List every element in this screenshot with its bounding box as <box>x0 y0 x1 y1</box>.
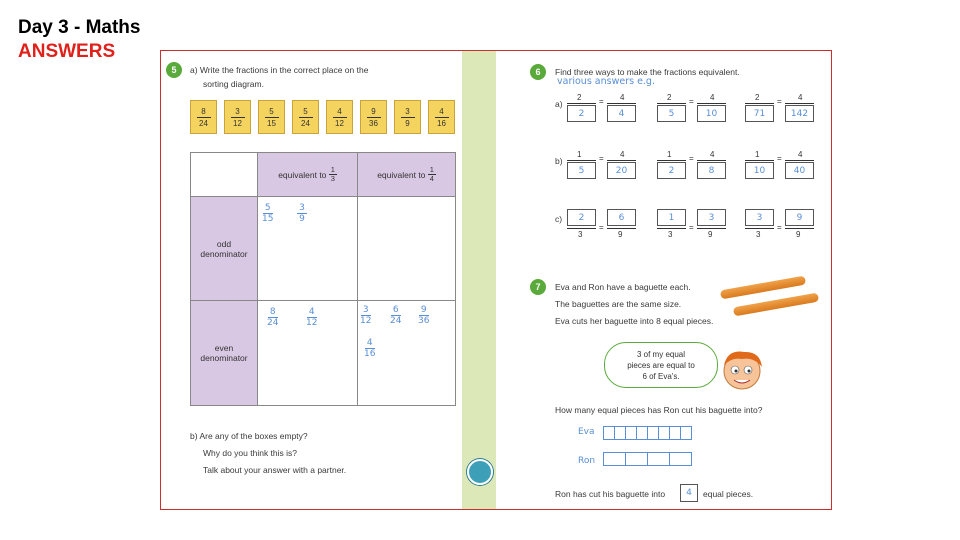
fraction-bar <box>567 103 596 104</box>
row-header-even <box>191 301 258 405</box>
answer-box: 10 <box>697 105 726 122</box>
given-denominator: 3 <box>578 230 583 239</box>
col1-label: equivalent to <box>278 169 327 180</box>
book-spine <box>462 51 496 509</box>
answer-box: 40 <box>785 162 814 179</box>
col-header-third <box>258 153 358 197</box>
answer-box: 1 <box>657 209 686 226</box>
given-denominator: 3 <box>756 230 761 239</box>
equals-sign: = <box>777 223 782 232</box>
equals-sign: = <box>599 154 604 163</box>
answer-box: 2 <box>567 105 596 122</box>
q7-answer-suffix: equal pieces. <box>703 489 754 499</box>
given-numerator: 1 <box>577 150 582 159</box>
q7-question: How many equal pieces has Ron cut his baguette into? <box>555 405 763 415</box>
q5-part-b-line1: b) Are any of the boxes empty? <box>190 431 308 441</box>
given-numerator-right: 4 <box>798 93 803 102</box>
handwritten-fraction: 5 15 <box>262 203 274 224</box>
equals-sign: = <box>777 97 782 106</box>
ron-label: Ron <box>578 456 596 466</box>
fraction-bar <box>697 160 726 161</box>
q7-answer-box: 4 <box>680 484 698 502</box>
fraction-bar <box>745 160 774 161</box>
fraction-bar <box>607 103 636 104</box>
question-6-number: 6 <box>530 64 546 80</box>
fraction-card: 3 12 <box>224 100 251 134</box>
fraction-bar <box>785 160 814 161</box>
col2-fraction: $\frac{1}{4}$ <box>429 165 434 183</box>
answer-box: 9 <box>785 209 814 226</box>
grid-corner <box>191 153 258 197</box>
row2-label-b: denominator <box>200 353 248 363</box>
q6-row-label: a) <box>555 99 563 109</box>
cell-odd-quarter <box>358 197 455 301</box>
given-numerator: 2 <box>755 93 760 102</box>
fraction-bar <box>697 228 726 229</box>
fraction-bar <box>657 160 686 161</box>
given-numerator-right: 4 <box>798 150 803 159</box>
fraction-bar <box>745 228 774 229</box>
q5-part-a-line1: a) Write the fractions in the correct place on the <box>190 65 369 75</box>
row1-label-a: odd <box>216 238 232 249</box>
given-numerator-right: 4 <box>620 93 625 102</box>
answer-box: 142 <box>785 105 814 122</box>
answer-box: 71 <box>745 105 774 122</box>
handwritten-fraction: 9 36 <box>418 305 430 326</box>
given-denominator: 9 <box>708 230 713 239</box>
fraction-card: 4 16 <box>428 100 455 134</box>
answer-box: 8 <box>697 162 726 179</box>
q6-row-label: c) <box>555 214 563 224</box>
ron-character-icon <box>718 347 768 393</box>
given-numerator: 2 <box>577 93 582 102</box>
speech-line1: 3 of my equal <box>636 349 686 359</box>
given-denominator: 9 <box>796 230 801 239</box>
speech-line3: 6 of Eva's. <box>642 371 680 381</box>
fraction-bar <box>567 228 596 229</box>
fraction-bar <box>697 103 726 104</box>
equals-sign: = <box>689 223 694 232</box>
given-numerator-right: 4 <box>710 93 715 102</box>
col2-label: equivalent to <box>377 169 426 180</box>
equals-sign: = <box>599 223 604 232</box>
equals-sign: = <box>689 154 694 163</box>
handwritten-fraction: 8 24 <box>267 307 279 328</box>
question-7-number: 7 <box>530 279 546 295</box>
fraction-card: 5 24 <box>292 100 319 134</box>
page-title: Day 3 - Maths <box>18 17 141 38</box>
ron-strip <box>603 452 692 466</box>
given-denominator: 9 <box>618 230 623 239</box>
answer-box: 5 <box>657 105 686 122</box>
q6-row-label: b) <box>555 156 563 166</box>
q6-prompt: Find three ways to make the fractions equivalent. <box>555 67 740 77</box>
fraction-bar <box>785 228 814 229</box>
sorting-diagram <box>190 152 456 406</box>
eva-label: Eva <box>578 427 595 437</box>
page-subtitle: ANSWERS <box>18 41 116 62</box>
answer-box: 20 <box>607 162 636 179</box>
fraction-bar <box>785 103 814 104</box>
row-header-odd <box>191 197 258 301</box>
answer-box: 4 <box>607 105 636 122</box>
answer-box: 6 <box>607 209 636 226</box>
handwritten-fraction: 3 12 <box>360 305 372 326</box>
speech-bubble <box>604 342 718 388</box>
answer-box: 2 <box>657 162 686 179</box>
equals-sign: = <box>777 154 782 163</box>
fraction-card: 4 12 <box>326 100 353 134</box>
q6-handwritten-note: various answers e.g. <box>557 76 655 87</box>
fraction-card: 8 24 <box>190 100 217 134</box>
fraction-card: 3 9 <box>394 100 421 134</box>
handwritten-fraction: 4 12 <box>306 307 318 328</box>
equals-sign: = <box>599 97 604 106</box>
eva-strip <box>603 426 692 440</box>
question-5-number: 5 <box>166 62 182 78</box>
fraction-bar <box>657 228 686 229</box>
q7-line1: Eva and Ron have a baguette each. <box>555 282 691 292</box>
col-header-quarter <box>358 153 455 197</box>
col1-fraction: $\frac{1}{3}$ <box>330 165 335 183</box>
handwritten-fraction: 6 24 <box>390 305 402 326</box>
given-numerator: 1 <box>755 150 760 159</box>
q7-line2: The baguettes are the same size. <box>555 299 682 309</box>
q5-part-b-line2: Why do you think this is? <box>203 448 298 458</box>
given-numerator: 1 <box>667 150 672 159</box>
handwritten-fraction: 3 9 <box>297 203 307 224</box>
fraction-bar <box>657 103 686 104</box>
answer-box: 5 <box>567 162 596 179</box>
fraction-card: 5 15 <box>258 100 285 134</box>
q7-line3: Eva cuts her baguette into 8 equal pieces. <box>555 316 714 326</box>
row2-label-a: even <box>214 343 234 353</box>
equals-sign: = <box>689 97 694 106</box>
given-denominator: 3 <box>668 230 673 239</box>
fraction-card: 9 36 <box>360 100 387 134</box>
fraction-bar <box>607 228 636 229</box>
fraction-bar <box>745 103 774 104</box>
handwritten-fraction: 4 16 <box>364 338 376 359</box>
row1-label-b: denominator <box>200 248 248 259</box>
answer-box: 3 <box>745 209 774 226</box>
answer-box: 2 <box>567 209 596 226</box>
speech-line2: pieces are equal to <box>627 360 695 370</box>
fraction-bar <box>607 160 636 161</box>
answer-box: 10 <box>745 162 774 179</box>
q5-part-a-line2: sorting diagram. <box>203 79 264 89</box>
given-numerator-right: 4 <box>710 150 715 159</box>
given-numerator: 2 <box>667 93 672 102</box>
fraction-bar <box>567 160 596 161</box>
q7-answer-prefix: Ron has cut his baguette into <box>555 489 666 499</box>
answer-box: 3 <box>697 209 726 226</box>
q5-part-b-line3: Talk about your answer with a partner. <box>203 465 347 475</box>
given-numerator-right: 4 <box>620 150 625 159</box>
discussion-icon <box>467 459 493 485</box>
